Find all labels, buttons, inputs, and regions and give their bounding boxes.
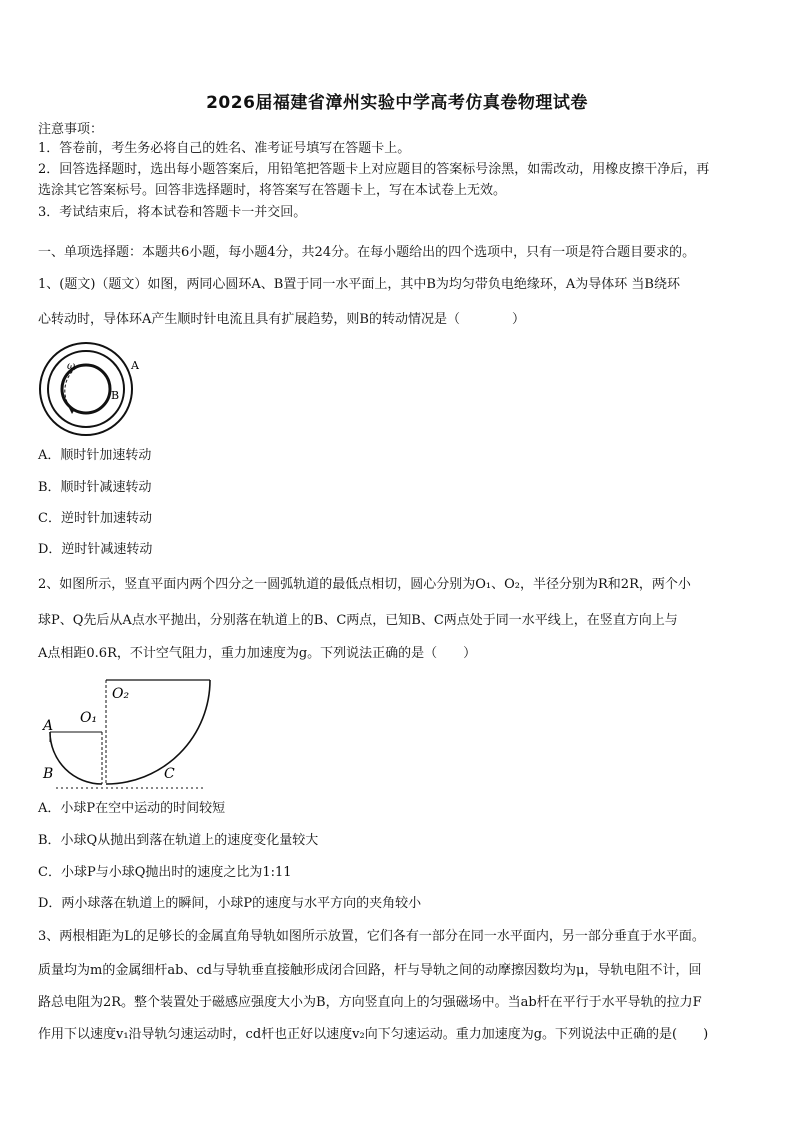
- q3-stem-line1: 3、两根相距为L的足够长的金属直角导轨如图所示放置，它们各有一部分在同一水平面内，另一部分垂直于水平面。: [38, 929, 705, 944]
- section-heading: 一、单项选择题：本题共6小题，每小题4分，共24分。在每小题给出的四个选项中，只有一项是符合题目要求的。: [38, 245, 696, 260]
- q1-option-c: C．逆时针加速转动: [38, 511, 152, 526]
- q1-stem-line1: 1、(题文)（题文）如图，两同心圆环A、B置于同一水平面上，其中B为均匀带负电绝缘环，A为导体环 当B绕环: [38, 277, 680, 292]
- label-o1: O₁: [80, 710, 98, 726]
- q1-concentric-rings-figure: [36, 338, 156, 438]
- q2-stem-line3: A点相距0.6R，不计空气阻力，重力加速度为g。下列说法正确的是（ ）: [38, 646, 477, 661]
- q1-option-d: D．逆时针减速转动: [38, 542, 153, 557]
- q3-stem-line3: 路总电阻为2R。整个装置处于磁感应强度大小为B，方向竖直向上的匀强磁场中。当ab杆在平行于水平导轨的拉力F: [38, 995, 702, 1010]
- notice-item-2: 2．回答选择题时，选出每小题答案后，用铅笔把答题卡上对应题目的答案标号涂黑，如需改动，用橡皮擦干净后，再: [38, 162, 710, 177]
- q2-option-b: B．小球Q从抛出到落在轨道上的速度变化量较大: [38, 833, 319, 848]
- q1-stem-line2: 心转动时，导体环A产生顺时针电流且具有扩展趋势，则B的转动情况是（ ）: [38, 312, 525, 327]
- notice-item-3: 3．考试结束后，将本试卷和答题卡一并交回。: [38, 205, 307, 220]
- q2-option-a: A．小球P在空中运动的时间较短: [38, 801, 226, 816]
- label-o2: O₂: [112, 686, 130, 702]
- page-title: 2026届福建省漳州实验中学高考仿真卷物理试卷: [206, 93, 588, 113]
- omega-label: ω: [67, 361, 76, 372]
- q2-option-c: C．小球P与小球Q抛出时的速度之比为1:11: [38, 865, 292, 880]
- label-a: A: [131, 359, 139, 372]
- label-c: C: [164, 766, 175, 782]
- q3-stem-line4: 作用下以速度v₁沿导轨匀速运动时，cd杆也正好以速度v₂向下匀速运动。重力加速度为g。下列说法中正确的是( ): [38, 1027, 709, 1042]
- q2-stem-line1: 2、如图所示，竖直平面内两个四分之一圆弧轨道的最低点相切，圆心分别为O₁、O₂，半径分别为R和2R，两个小: [38, 577, 691, 592]
- label-a: A: [43, 718, 54, 734]
- q3-stem-line2: 质量均为m的金属细杆ab、cd与导轨垂直接触形成闭合回路，杆与导轨之间的动摩擦因数均为μ，导轨电阻不计，回: [38, 963, 702, 978]
- notice-heading: 注意事项：: [38, 122, 104, 137]
- q2-arc-tracks-figure: [36, 676, 226, 792]
- q1-option-b: B．顺时针减速转动: [38, 480, 152, 495]
- small-arc-track: [50, 732, 102, 784]
- q2-stem-line2: 球P、Q先后从A点水平抛出，分别落在轨道上的B、C两点，已知B、C两点处于同一水平线上，在竖直方向上与: [38, 613, 678, 628]
- q2-option-d: D．两小球落在轨道上的瞬间，小球P的速度与水平方向的夹角较小: [38, 896, 422, 911]
- label-b: B: [111, 389, 120, 402]
- notice-item-1: 1．答卷前，考生务必将自己的姓名、准考证号填写在答题卡上。: [38, 141, 411, 156]
- q1-option-a: A．顺时针加速转动: [38, 448, 152, 463]
- notice-item-2-cont: 选涂其它答案标号。回答非选择题时，将答案写在答题卡上，写在本试卷上无效。: [38, 183, 507, 198]
- label-b: B: [43, 766, 54, 782]
